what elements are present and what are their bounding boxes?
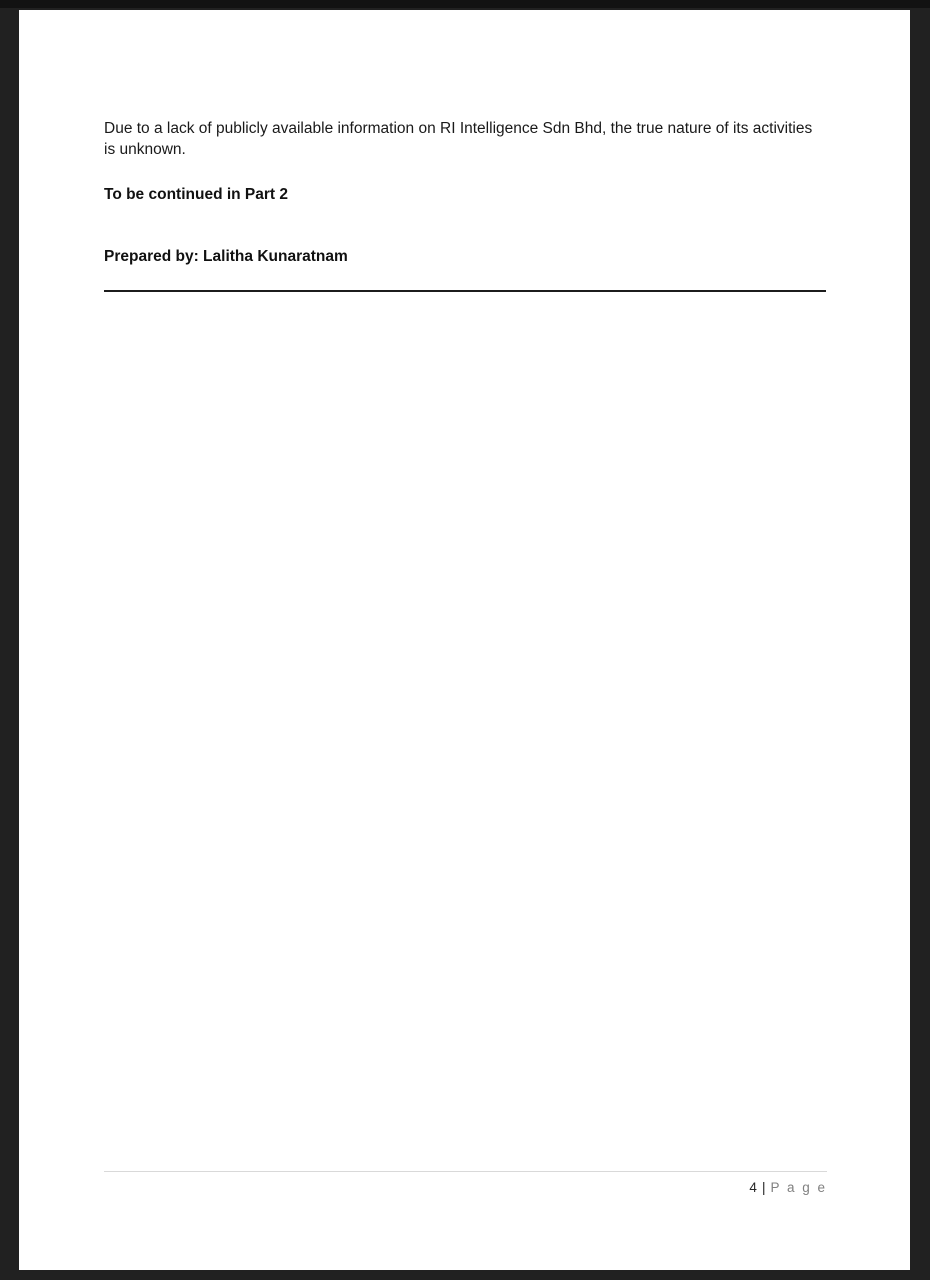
prepared-by-heading: Prepared by: Lalitha Kunaratnam (104, 248, 348, 265)
document-content (104, 10, 826, 292)
page-footer (104, 1171, 827, 1196)
footer-separator: | (761, 1180, 766, 1195)
document-page (19, 10, 910, 1270)
footer-page-word: P a g e (770, 1180, 827, 1195)
body-paragraph: Due to a lack of publicly available information on RI Intelligence Sdn Bhd, the true nature of its activities is unknown. (104, 120, 813, 158)
footer-page-number: 4 (749, 1180, 758, 1195)
continued-heading: To be continued in Part 2 (104, 186, 289, 203)
viewer-top-edge (0, 0, 930, 8)
section-rule (104, 290, 826, 292)
